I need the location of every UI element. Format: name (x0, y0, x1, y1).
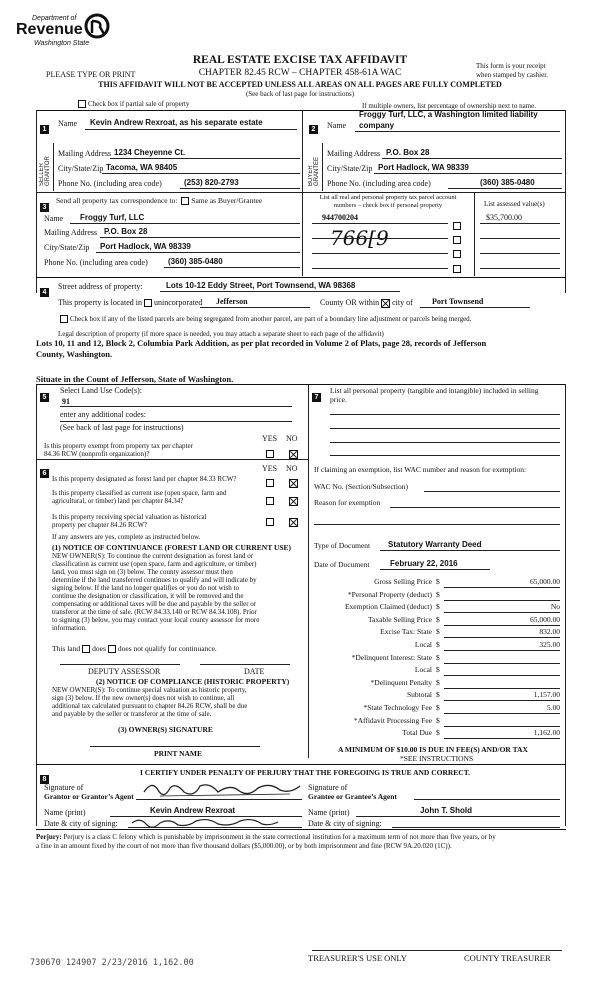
street-address[interactable]: Lots 10-12 Eddy Street, Port Townsend, WA 98368 (166, 281, 356, 290)
fee-row (314, 602, 560, 615)
corr-phone-label: Phone No. (including area code) (44, 258, 148, 267)
fee-label: Gross Selling Price (374, 577, 432, 586)
fee-row (314, 653, 560, 666)
section-4-badge: 4 (40, 281, 49, 299)
located-row: This property is located in unincorporated (58, 298, 203, 307)
seller-side-label: SELLER GRANTOR (39, 156, 51, 186)
fee-row (314, 678, 560, 691)
section-6-badge: 6 (40, 462, 49, 480)
corr-addr[interactable]: P.O. Box 28 (104, 227, 148, 236)
no-5: NO (286, 434, 298, 443)
grantor-sig-2: Grantor or Grantor’s Agent (44, 792, 134, 801)
partial-sale-row (76, 99, 189, 109)
does-not-checkbox[interactable] (108, 645, 116, 653)
fee-row (314, 716, 560, 729)
dor-swirl-icon (82, 12, 112, 40)
notice-1-body: NEW OWNER(S): To continue the current designation as forest land or classification as current use (open space, farm and agriculture, or timber) land, you must sign on (3) below. The county assessor must then determine if the land transferred continues to qualify and will indicate by signing below. If the land no longer qualifies or you do not wish to continue the designation or classification, it will be removed and the compensating or additional taxes will be due and payable by the seller or transferor at the time of sale. (RCW 84.33.140 or RCW 84.34.108). Prior to signing (3) below, you may contact your local county assessor for more information. (52, 552, 260, 632)
corr-phone[interactable]: (360) 385-0480 (168, 257, 223, 266)
grantor-name-label: Name (print) (44, 808, 86, 817)
partial-sale-checkbox[interactable] (78, 100, 86, 108)
notice-2-body: NEW OWNER(S): To continue special valuation as historic property, sign (3) below. If the new owner(s) does not wish to continue, all additional tax calculated pursuant to chapter 84.26 RCW, shall be due and payable by the seller or transferor at the time of sale. (52, 686, 248, 718)
seller-addr[interactable]: 1234 Cheyenne Ct. (114, 148, 186, 157)
personal-list-2: price. (330, 395, 347, 404)
situate[interactable]: Situate in the Count of Jefferson, State of Washington. (36, 374, 234, 384)
fee-value[interactable]: 1,162.00 (533, 728, 560, 738)
buyer-name-1[interactable]: Froggy Turf, LLC, a Washington limited liability (359, 110, 538, 119)
section-3-badge: 3 (40, 196, 49, 214)
notice-2-title: (2) NOTICE OF COMPLIANCE (HISTORIC PROPERTY) (96, 677, 290, 686)
fee-currency: $ (436, 639, 440, 649)
fee-row (314, 665, 560, 678)
grantee-date-label: Date & city of signing: (308, 819, 382, 828)
seller-phone[interactable]: (253) 820-2793 (184, 178, 239, 187)
print-name-label: PRINT NAME (154, 749, 202, 758)
multiple-owners: If multiple owners, list percentage of ownership next to name. (362, 102, 536, 110)
owner-signature-label: (3) OWNER(S) SIGNATURE (118, 725, 213, 734)
doc-date-label: Date of Document (314, 560, 370, 569)
land-use-label: Select Land Use Code(s): (60, 386, 142, 395)
form-warning: THIS AFFIDAVIT WILL NOT BE ACCEPTED UNLESS ALL AREAS ON ALL PAGES ARE FULLY COMPLETED (98, 80, 502, 89)
fee-currency: $ (436, 665, 440, 675)
buyer-name-2[interactable]: company (359, 121, 395, 130)
county-or-row: County OR within city of (320, 298, 413, 307)
fee-row (314, 728, 560, 741)
fee-label: Taxable Selling Price (367, 614, 432, 624)
historic-no-checkbox[interactable] (289, 518, 298, 527)
land-qualify-row: This land does does not qualify for continuance. (52, 644, 217, 653)
fee-label: *Personal Property (deduct) (347, 589, 432, 599)
exempt-yes-checkbox[interactable] (266, 450, 274, 458)
parcels-header: List all real and personal property tax parcel account numbers – check box if personal property (319, 194, 457, 209)
unincorporated-checkbox[interactable] (144, 299, 152, 307)
q1-forest: Is this property designated as forest land per chapter 84.33 RCW? (52, 475, 237, 483)
fee-value[interactable]: No (550, 602, 560, 612)
fee-currency: $ (436, 677, 440, 687)
logo-line2: Revenue (16, 21, 83, 38)
fee-value[interactable]: 65,000.00 (530, 614, 560, 624)
see-instructions: *SEE INSTRUCTIONS (400, 754, 474, 763)
reason-label: Reason for exemption (314, 498, 381, 507)
fee-currency: $ (436, 702, 440, 712)
please-type: PLEASE TYPE OR PRINT (46, 70, 136, 79)
fee-label: *State Technology Fee (363, 702, 432, 712)
exempt-q1: Is this property exempt from property tax per chapter (44, 442, 193, 450)
minimum-note: A MINIMUM OF $10.00 IS DUE IN FEE(S) AND/OR TAX (338, 745, 528, 754)
fee-row (314, 590, 560, 603)
perjury-line-1: Perjury: Perjury is a class C felony which is punishable by imprisonment in the state correctional institution for a maximum term of not more than five years, or by (36, 833, 496, 841)
seller-phone-label: Phone No. (including area code) (58, 179, 162, 188)
fee-row (314, 577, 560, 590)
buyer-addr[interactable]: P.O. Box 28 (386, 148, 430, 157)
fee-label: Local (414, 639, 432, 649)
yes-6: YES (262, 464, 278, 473)
personal-property-checkbox-1[interactable] (453, 222, 461, 230)
fee-currency: $ (436, 715, 440, 725)
seller-name-label: Name (58, 119, 78, 128)
form-title: REAL ESTATE EXCISE TAX AFFIDAVIT (192, 54, 408, 66)
doc-date[interactable]: February 22, 2016 (390, 559, 458, 568)
fee-row (314, 690, 560, 703)
fee-value[interactable]: 832.00 (539, 627, 560, 637)
q3b-historic: property per chapter 84.26 RCW? (52, 521, 148, 529)
receipt-note-2: when stamped by cashier. (476, 71, 548, 79)
treasurer-use: TREASURER'S USE ONLY (308, 953, 407, 963)
county-name[interactable]: Jefferson (216, 297, 248, 306)
perjury-line-2: a fine in an amount fixed by the court of not more than five thousand dollars ($5,000.00), or by both imprisonment and fine (RCW 9A.20.020 (1C)). (36, 842, 452, 850)
section-2-badge: 2 (309, 118, 318, 136)
fee-label: Local (414, 665, 432, 675)
assessed-header: List assessed value(s) (484, 200, 545, 208)
seller-addr-label: Mailing Address (58, 149, 112, 158)
same-as-buyer-checkbox[interactable] (181, 197, 189, 205)
land-use-code[interactable]: 91 (62, 397, 70, 406)
corr-name-label: Name (44, 214, 64, 223)
dor-logo (16, 12, 126, 56)
certify: I CERTIFY UNDER PENALTY OF PERJURY THAT THE FOREGOING IS TRUE AND CORRECT. (140, 768, 471, 777)
assessed-1[interactable]: $35,700.00 (486, 213, 522, 222)
street-label: Street address of property: (58, 282, 143, 291)
fee-currency: $ (436, 589, 440, 599)
segregated-checkbox[interactable] (60, 315, 68, 323)
fee-currency: $ (436, 577, 440, 586)
section-8-badge: 8 (40, 768, 49, 786)
form-subtitle: CHAPTER 82.45 RCW – CHAPTER 458-61A WAC (198, 68, 402, 78)
grantee-name-label: Name (print) (308, 808, 350, 817)
no-6: NO (286, 464, 298, 473)
fee-label: *Affidavit Processing Fee (353, 715, 432, 725)
any-yes-note: If any answers are yes, complete as instructed below. (52, 533, 201, 541)
grantor-name[interactable]: Kevin Andrew Rexroat (150, 806, 236, 815)
city-name[interactable]: Port Townsend (432, 297, 484, 306)
fee-label: *Delinquent Penalty (370, 677, 432, 687)
fee-row (314, 627, 560, 640)
buyer-phone[interactable]: (360) 385-0480 (480, 178, 535, 187)
q2b-current-use: agricultural, or timber) land per chapter 84.34? (52, 497, 184, 505)
fee-label: Exemption Claimed (deduct) (344, 602, 432, 612)
personal-property-checkbox-2[interactable] (453, 236, 461, 244)
fee-value[interactable]: 1,157.00 (533, 690, 560, 700)
fee-value[interactable]: 325.00 (539, 639, 560, 649)
q2a-current-use: Is this property classified as current use (open space, farm and (52, 489, 227, 497)
doc-type-label: Type of Document (314, 541, 371, 550)
fee-currency: $ (436, 652, 440, 662)
exempt-q2: 84.36 RCW (nonprofit organization)? (44, 450, 150, 458)
exempt-no-checkbox[interactable] (289, 450, 298, 459)
legal-line-1[interactable]: Lots 10, 11 and 12, Block 2, Columbia Park Addition, as per plat recorded in Volume 2 of Plats, page 28, records of Jefferson (36, 338, 487, 348)
logo-line3: Washington State (34, 40, 90, 47)
section-5-badge: 5 (40, 386, 49, 404)
fee-row (314, 615, 560, 628)
fee-label: Subtotal (406, 690, 432, 700)
parcel-1[interactable]: 944700204 (322, 213, 358, 222)
grantor-sig-1: Signature of (44, 783, 84, 792)
grantor-date-label: Date & city of signing: (44, 819, 118, 828)
fee-row (314, 703, 560, 716)
fee-currency: $ (436, 614, 440, 624)
yes-5: YES (262, 434, 278, 443)
fee-label: Total Due (402, 728, 432, 738)
exemption-claim: If claiming an exemption, list WAC number and reason for exemption: (314, 465, 527, 474)
fee-label: Excise Tax: State (380, 627, 432, 637)
legal-label: Legal description of property (if more space is needed, you may attach a separate sheet to each page of the affidavit) (58, 330, 384, 338)
historic-yes-checkbox[interactable] (266, 518, 274, 526)
q3a-historic: Is this property receiving special valuation as historical (52, 513, 207, 521)
does-checkbox[interactable] (82, 645, 90, 653)
seller-city[interactable]: Tacoma, WA 98405 (106, 163, 178, 172)
see-back-5: (See back of last page for instructions) (60, 423, 184, 432)
grantee-sig-1: Signature of (308, 783, 348, 792)
fee-value[interactable]: 65,000.00 (530, 577, 560, 586)
seller-name[interactable]: Kevin Andrew Rexroat, as his separate estate (90, 118, 263, 127)
corr-name[interactable]: Froggy Turf, LLC (80, 213, 145, 222)
grantee-sig-2: Grantee or Grantee’s Agent (308, 792, 397, 801)
segregated-row: Check box if any of the listed parcels are being segregated from another parcel, are part of a boundary line adjustment or parcels being merged. (58, 314, 471, 324)
city-checkbox[interactable] (381, 299, 390, 308)
additional-codes-label: enter any additional codes: (60, 410, 146, 419)
personal-property-checkbox-3[interactable] (453, 250, 461, 258)
forest-yes-checkbox[interactable] (266, 479, 274, 487)
fee-currency: $ (436, 602, 440, 612)
deputy-assessor: DEPUTY ASSESSOR (88, 667, 161, 676)
buyer-phone-label: Phone No. (including area code) (327, 179, 431, 188)
doc-type[interactable]: Statutory Warranty Deed (388, 540, 482, 549)
section-1-badge: 1 (40, 118, 49, 136)
handwritten-parcel-number: 766[9 (330, 226, 389, 250)
county-treasurer: COUNTY TREASURER (464, 953, 551, 963)
fee-currency: $ (436, 627, 440, 637)
section-7-badge: 7 (312, 386, 321, 404)
fee-currency: $ (436, 728, 440, 738)
fee-value[interactable]: 5.00 (546, 702, 560, 712)
buyer-side-label: BUYER GRANTEE (308, 156, 320, 186)
personal-list-1: List all personal property (tangible and intangible) included in selling (330, 386, 539, 395)
personal-property-checkbox-4[interactable] (453, 265, 461, 273)
corr-addr-label: Mailing Address (44, 228, 98, 237)
corr-city-label: City/State/Zip (44, 243, 90, 252)
receipt-stamp: 730670 124907 2/23/2016 1,162.00 (30, 958, 194, 968)
forest-no-checkbox[interactable] (289, 479, 298, 488)
wac-label: WAC No. (Section/Subsection) (314, 482, 408, 491)
correspondence-label: Send all property tax correspondence to: Same as Buyer/Grantee (56, 196, 263, 205)
fee-row (314, 640, 560, 653)
corr-city[interactable]: Port Hadlock, WA 98339 (100, 242, 191, 251)
logo-line1: Department of (32, 15, 77, 22)
buyer-city-label: City/State/Zip (327, 164, 373, 173)
buyer-addr-label: Mailing Address (327, 149, 381, 158)
fee-label: *Delinquent Interest: State (351, 652, 432, 662)
current-use-no-checkbox[interactable] (289, 497, 298, 506)
buyer-city[interactable]: Port Hadlock, WA 98339 (378, 163, 469, 172)
date-label-6: DATE (244, 667, 265, 676)
current-use-yes-checkbox[interactable] (266, 497, 274, 505)
seller-city-label: City/State/Zip (58, 164, 104, 173)
grantor-signature-icon (140, 778, 310, 800)
receipt-note-1: This form is your receipt (476, 62, 546, 70)
see-back: (See back of last page for instructions) (245, 90, 355, 98)
fee-table (314, 577, 560, 741)
notice-1-title: (1) NOTICE OF CONTINUANCE (FOREST LAND OR CURRENT USE) (52, 543, 292, 552)
partial-sale-label: Check box if partial sale of property (88, 100, 190, 108)
buyer-name-label: Name (327, 121, 347, 130)
legal-line-2[interactable]: County, Washington. (36, 349, 113, 359)
fee-currency: $ (436, 690, 440, 700)
grantee-name[interactable]: John T. Shold (420, 806, 472, 815)
